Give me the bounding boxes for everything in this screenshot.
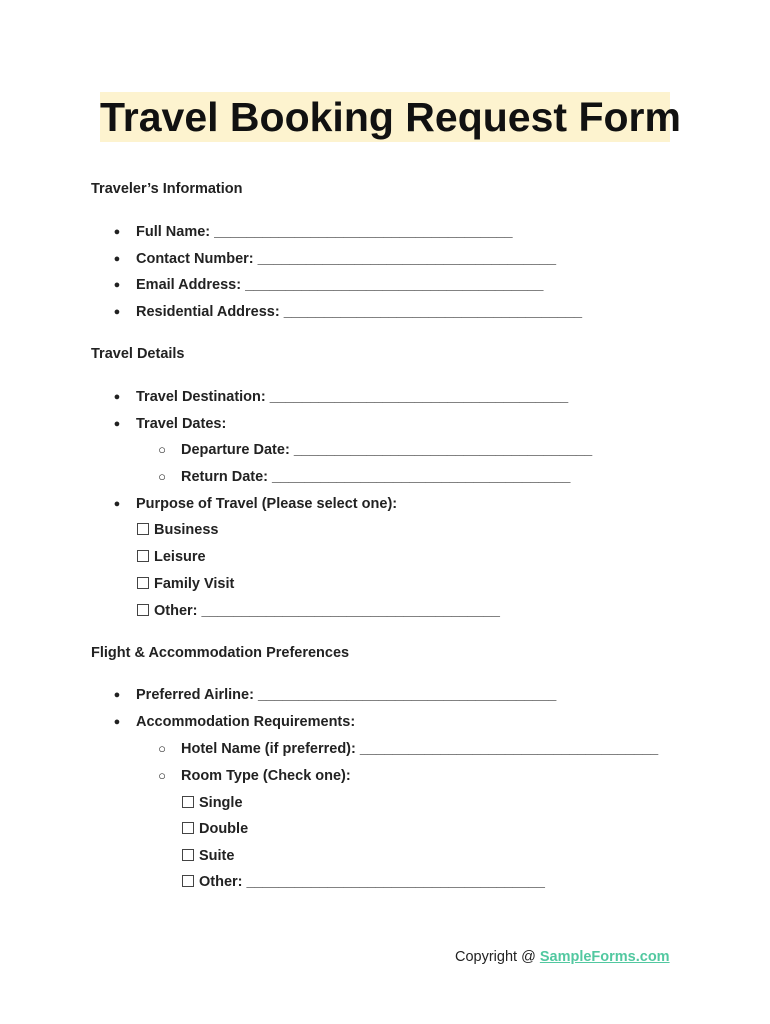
option-label: Suite — [199, 848, 235, 864]
circle-bullet-icon: ○ — [158, 741, 166, 756]
circle-bullet-icon: ○ — [158, 469, 166, 484]
blank-line[interactable]: _____________________________________ — [201, 603, 500, 619]
option-label: Double — [199, 821, 249, 837]
checkbox-icon[interactable] — [182, 849, 194, 861]
option-label: Leisure — [154, 549, 206, 565]
option-purpose-other[interactable] — [137, 601, 500, 621]
circle-bullet-icon: ○ — [158, 442, 166, 457]
option-label: Other: — [154, 603, 198, 619]
sampleforms-link[interactable]: SampleForms.com — [539, 949, 670, 965]
checkbox-icon[interactable] — [182, 822, 194, 834]
field-label: Residential Address: — [136, 304, 280, 320]
field-label: Room Type (Check one): — [181, 768, 351, 784]
field-label: Accommodation Requirements: — [136, 714, 356, 730]
field-label: Full Name: — [136, 224, 211, 240]
option-suite[interactable] — [182, 846, 234, 866]
option-label: Family Visit — [154, 576, 235, 592]
blank-line[interactable]: _____________________________________ — [272, 469, 571, 485]
bullet-icon: ● — [113, 391, 121, 403]
page-title: Travel Booking Request Form — [100, 94, 681, 140]
blank-line[interactable]: _____________________________________ — [283, 304, 583, 320]
option-leisure[interactable] — [137, 547, 206, 567]
bullet-icon: ● — [113, 418, 121, 430]
copyright-text: Copyright @ — [455, 949, 540, 965]
checkbox-icon[interactable] — [137, 523, 149, 535]
bullet-icon: ● — [113, 716, 121, 728]
field-label: Purpose of Travel (Please select one): — [136, 496, 398, 512]
bullet-icon: ● — [113, 253, 121, 265]
field-label: Return Date: — [181, 469, 269, 485]
checkbox-icon[interactable] — [137, 577, 149, 589]
bullet-icon: ● — [113, 226, 121, 238]
bullet-icon: ● — [113, 279, 121, 291]
field-label: Hotel Name (if preferred): — [181, 741, 356, 757]
bullet-icon: ● — [113, 689, 121, 701]
option-double[interactable] — [182, 819, 248, 839]
field-label: Travel Destination: — [136, 389, 266, 405]
option-label: Business — [154, 522, 219, 538]
option-single[interactable] — [182, 793, 243, 813]
option-family-visit[interactable] — [137, 574, 234, 594]
checkbox-icon[interactable] — [137, 550, 149, 562]
field-label: Preferred Airline: — [136, 687, 254, 703]
blank-line[interactable]: _____________________________________ — [245, 277, 544, 293]
field-label: Contact Number: — [136, 251, 254, 267]
section-heading-travel: Travel Details — [91, 346, 185, 362]
blank-line[interactable]: _____________________________________ — [269, 389, 569, 405]
field-label: Email Address: — [136, 277, 242, 293]
checkbox-icon[interactable] — [182, 796, 194, 808]
blank-line[interactable]: _____________________________________ — [293, 442, 593, 458]
bullet-icon: ● — [113, 498, 121, 510]
blank-line[interactable]: _____________________________________ — [257, 687, 557, 703]
field-label: Travel Dates: — [136, 416, 227, 432]
field-label: Departure Date: — [181, 442, 290, 458]
checkbox-icon[interactable] — [182, 875, 194, 887]
blank-line[interactable]: _____________________________________ — [246, 874, 545, 890]
circle-bullet-icon: ○ — [158, 768, 166, 783]
option-room-other[interactable] — [182, 872, 545, 892]
bullet-icon: ● — [113, 306, 121, 318]
option-business[interactable] — [137, 520, 218, 540]
option-label: Single — [199, 795, 243, 811]
footer-copyright — [455, 949, 715, 965]
blank-line[interactable]: _____________________________________ — [257, 251, 557, 267]
option-label: Other: — [199, 874, 243, 890]
blank-line[interactable]: _____________________________________ — [359, 741, 659, 757]
checkbox-icon[interactable] — [137, 604, 149, 616]
blank-line[interactable]: _____________________________________ — [214, 224, 513, 240]
section-heading-flight: Flight & Accommodation Preferences — [91, 645, 350, 661]
section-heading-traveler: Traveler’s Information — [91, 181, 243, 197]
